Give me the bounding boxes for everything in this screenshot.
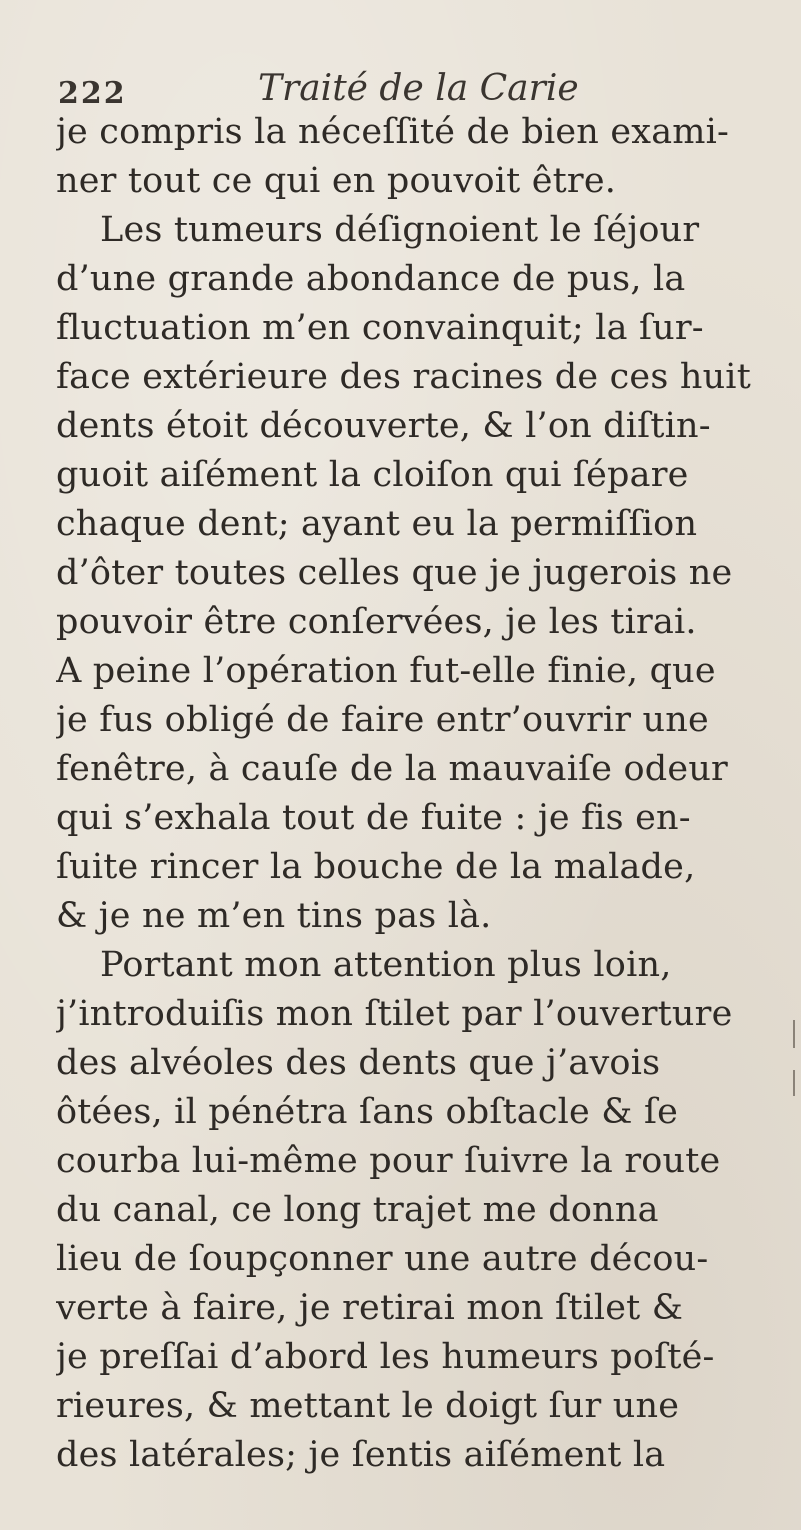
- text-line: des alvéoles des dents que j’avois: [56, 1043, 661, 1083]
- text-line: je fus obligé de faire entr’ouvrir une: [56, 700, 709, 740]
- text-line: chaque dent; ayant eu la permiſſion: [56, 504, 698, 544]
- running-title: Traité de la Carie: [258, 68, 579, 109]
- page-number: 222: [58, 76, 127, 111]
- page-edge-mark: [793, 1020, 795, 1048]
- text-line: Portant mon attention plus loin,: [100, 945, 672, 985]
- text-line: dents étoit découverte, & l’on diſtin-: [56, 406, 711, 446]
- text-line: courba lui-même pour ſuivre la route: [56, 1141, 721, 1181]
- text-line: pouvoir être conſervées, je les tirai.: [56, 602, 697, 642]
- text-line: j’introduiſis mon ſtilet par l’ouverture: [56, 994, 733, 1034]
- text-line: verte à faire, je retirai mon ſtilet &: [56, 1288, 684, 1328]
- text-line: A peine l’opération fut-elle finie, que: [56, 651, 716, 691]
- text-line: d’une grande abondance de pus, la: [56, 259, 686, 299]
- text-line: du canal, ce long trajet me donna: [56, 1190, 659, 1230]
- body-text: [56, 108, 776, 1480]
- text-line: fluctuation m’en convainquit; la ſur-: [56, 308, 704, 348]
- page-edge-mark: [793, 1070, 795, 1096]
- page-header: [58, 56, 758, 116]
- text-line: lieu de ſoupçonner une autre décou-: [56, 1239, 709, 1279]
- text-line: Les tumeurs déſignoient le ſéjour: [100, 210, 700, 250]
- text-line: guoit aiſément la cloiſon qui ſépare: [56, 455, 689, 495]
- text-line: d’ôter toutes celles que je jugerois ne: [56, 553, 733, 593]
- text-line: ſuite rincer la bouche de la malade,: [56, 847, 696, 887]
- text-line: qui s’exhala tout de fuite : je fis en-: [56, 798, 691, 838]
- text-line: & je ne m’en tins pas là.: [56, 896, 492, 936]
- text-line: je preſſai d’abord les humeurs poſté-: [56, 1337, 715, 1377]
- text-line: face extérieure des racines de ces huit: [56, 357, 751, 397]
- text-line: rieures, & mettant le doigt ſur une: [56, 1386, 680, 1426]
- text-line: je compris la néceſſité de bien exami-: [56, 112, 730, 152]
- text-line: fenêtre, à cauſe de la mauvaiſe odeur: [56, 749, 728, 789]
- text-line: ner tout ce qui en pouvoit être.: [56, 161, 617, 201]
- text-line: des latérales; je ſentis aiſément la: [56, 1435, 666, 1475]
- text-line: ôtées, il pénétra ſans obſtacle & ſe: [56, 1092, 679, 1132]
